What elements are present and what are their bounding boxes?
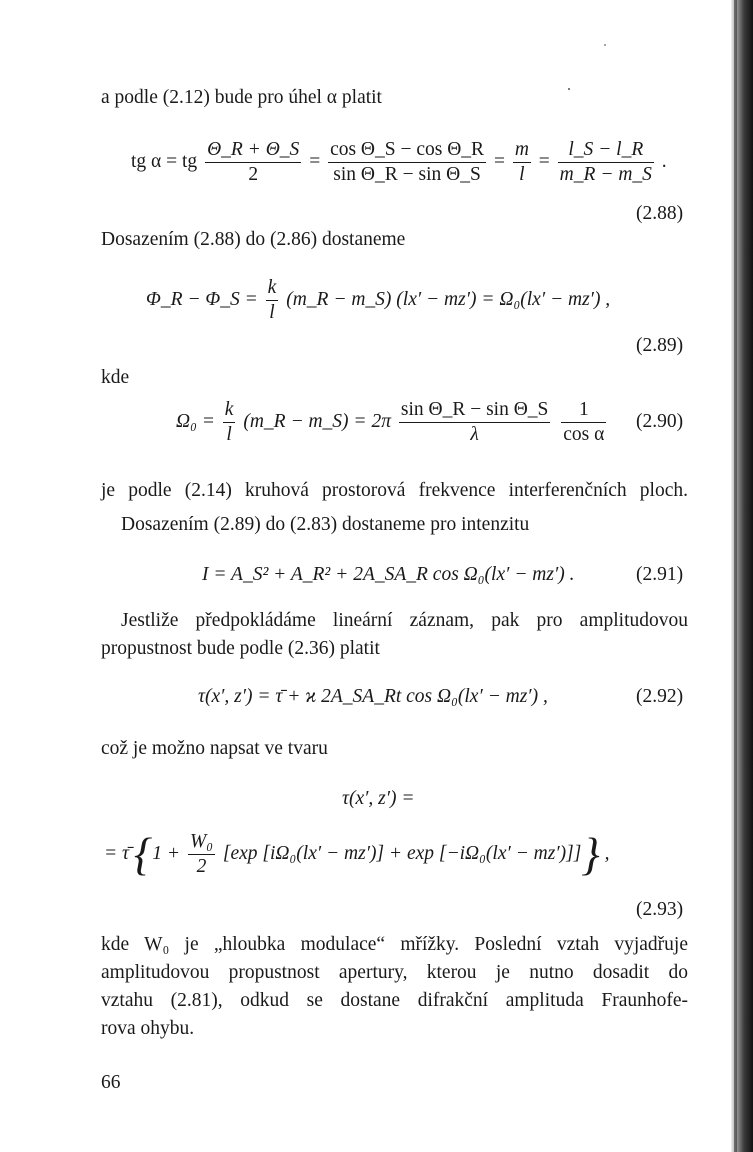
equation-2-92: τ(x′, z′) = τ̄ + ϰ 2A_SA_Rt cos Ω₀(lx′ − mz′) , (198, 686, 548, 707)
equation-number: (2.88) (636, 203, 684, 224)
paragraph-line: Dosazením (2.89) do (2.83) dostaneme pro intenzitu (121, 514, 530, 535)
paragraph-line: amplitudovou propustnost apertury, kterou je nutno dosadit do (101, 962, 688, 983)
paragraph-line: kde W₀ je „hloubka modulace“ mřížky. Poslední vztah vyjadřuje (101, 934, 688, 955)
equation-number: (2.90) (636, 411, 684, 432)
fraction: $\frac{l\_S - l\_R}{m\_R - m\_S}$ (559, 139, 652, 185)
paragraph-line: vztahu (2.81), odkud se dostane difrakční amplituda Fraunhofe- (101, 990, 688, 1011)
paragraph-line: kde (101, 367, 130, 388)
equation-2-88: tg α = tg $\frac{\Theta\_R + \Theta\_S}{2}$ = $\frac{\text{cos Θ\_S − cos Θ\_R}}{\text{sin Θ\_R − sin Θ\_S}}$ = $\frac{m}{l}$ = $\frac{l\_S - l\_R}{m\_R - m\_S}$ . (131, 139, 667, 185)
fraction: $\frac{m}{l}$ (514, 139, 529, 185)
page-number: 66 (101, 1072, 121, 1093)
scan-speck (568, 88, 570, 90)
equation-2-89: Φ_R − Φ_S = $\frac{k}{l}$ (m_R − m_S) (lx′ − mz′) = Ω₀(lx′ − mz′) , (146, 277, 611, 323)
equation-number: (2.91) (636, 564, 684, 585)
eq-lhs: tg α = tg (131, 150, 198, 172)
paragraph-line: Dosazením (2.88) do (2.86) dostaneme (101, 229, 406, 250)
equation-2-93-line2: = τ̄ {1 + $\frac{\text{W₀}}{2}$ [exp [iΩ₀(lx′ − mz′)] + exp [−iΩ₀(lx′ − mz′)]]} , (104, 828, 610, 880)
fraction: $\frac{1}{\text{cos α}}$ (563, 399, 605, 445)
intro-line: a podle (2.12) bude pro úhel α platit (101, 87, 382, 108)
fraction: $\frac{k}{l}$ (267, 277, 277, 323)
fraction: $\frac{k}{l}$ (224, 399, 234, 445)
fraction: $\frac{\text{W₀}}{2}$ (189, 831, 213, 877)
equation-2-90: Ω₀ = $\frac{k}{l}$ (m_R − m_S) = 2π $\frac{\text{sin Θ\_R − sin Θ\_S}}{\lambda}$ $\frac{1}{\text{cos α}}$ (176, 399, 605, 445)
left-brace: { (133, 828, 153, 880)
paragraph-line: Jestliže předpokládáme lineární záznam, pak pro amplitudovou (121, 610, 688, 631)
equation-number: (2.92) (636, 686, 684, 707)
scan-edge-line (734, 0, 737, 1152)
equation-2-93-line1: τ(x′, z′) = (342, 788, 415, 809)
paragraph-line: je podle (2.14) kruhová prostorová frekvence interferenčních ploch. (101, 480, 688, 501)
equation-2-91: I = A_S² + A_R² + 2A_SA_R cos Ω₀(lx′ − mz′) . (202, 564, 575, 585)
scan-speck (604, 44, 606, 46)
right-brace: } (581, 828, 600, 880)
fraction: $\frac{\text{sin Θ\_R − sin Θ\_S}}{\lambda}$ (400, 399, 549, 445)
equation-number: (2.93) (636, 899, 684, 920)
equation-number: (2.89) (636, 335, 684, 356)
fraction: $\frac{\Theta\_R + \Theta\_S}{2}$ (207, 139, 300, 185)
paragraph-line: rova ohybu. (101, 1018, 195, 1039)
fraction: $\frac{\text{cos Θ\_S − cos Θ\_R}}{\text{sin Θ\_R − sin Θ\_S}}$ (330, 139, 485, 185)
paragraph-line: což je možno napsat ve tvaru (101, 738, 328, 759)
paragraph-line: propustnost bude podle (2.36) platit (101, 638, 380, 659)
